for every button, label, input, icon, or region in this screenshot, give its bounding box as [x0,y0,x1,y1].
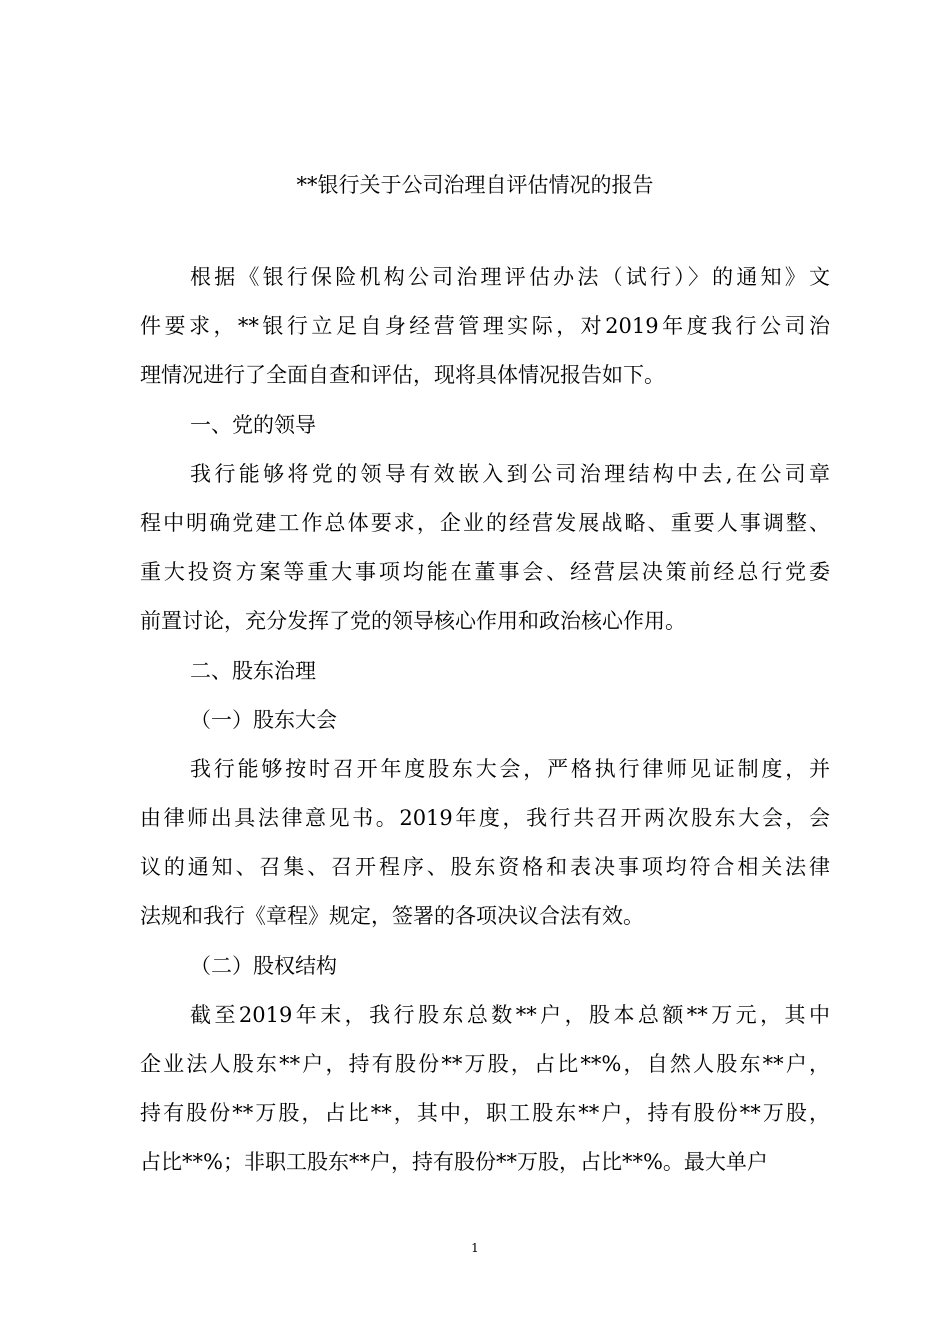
subsection-heading: （一）股东大会 [190,708,337,732]
paragraph-line: 理情况进行了全面自查和评估，现将具体情况报告如下。 [140,363,665,387]
report-title: **银行关于公司治理自评估情况的报告 [296,173,654,197]
paragraph-line: 件要求，**银行立足自身经营管理实际，对2019年度我行公司治 [140,314,830,338]
paragraph-line: 持有股份**万股，占比**，其中，职工股东**户，持有股份**万股， [140,1101,830,1125]
paragraph-line: 根据《银行保险机构公司治理评估办法（试行）〉的通知》文 [190,265,830,289]
paragraph-line: 截至2019年末，我行股东总数**户，股本总额**万元，其中 [190,1003,830,1027]
paragraph-line: 程中明确党建工作总体要求，企业的经营发展战略、重要人事调整、 [140,511,830,535]
section-heading: 一、党的领导 [190,413,316,437]
paragraph-line: 前置讨论，充分发挥了党的领导核心作用和政治核心作用。 [140,609,686,633]
paragraph-line: 由律师出具法律意见书。2019年度，我行共召开两次股东大会，会 [140,806,830,830]
paragraph-line: 议的通知、召集、召开程序、股东资格和表决事项均符合相关法律 [140,855,830,879]
section-heading: 二、股东治理 [190,659,316,683]
paragraph-line: 我行能够将党的领导有效嵌入到公司治理结构中去,在公司章 [190,462,830,486]
page-number: 1 [471,1241,479,1255]
paragraph-line: 我行能够按时召开年度股东大会，严格执行律师见证制度，并 [190,757,830,781]
paragraph-line: 占比**%；非职工股东**户，持有股份**万股，占比**%。最大单户 [140,1150,768,1174]
subsection-heading: （二）股权结构 [190,954,337,978]
paragraph-line: 企业法人股东**户，持有股份**万股，占比**%，自然人股东**户， [140,1052,830,1076]
paragraph-line: 法规和我行《章程》规定，签署的各项决议合法有效。 [140,904,644,928]
paragraph-line: 重大投资方案等重大事项均能在董事会、经营层决策前经总行党委 [140,560,830,584]
